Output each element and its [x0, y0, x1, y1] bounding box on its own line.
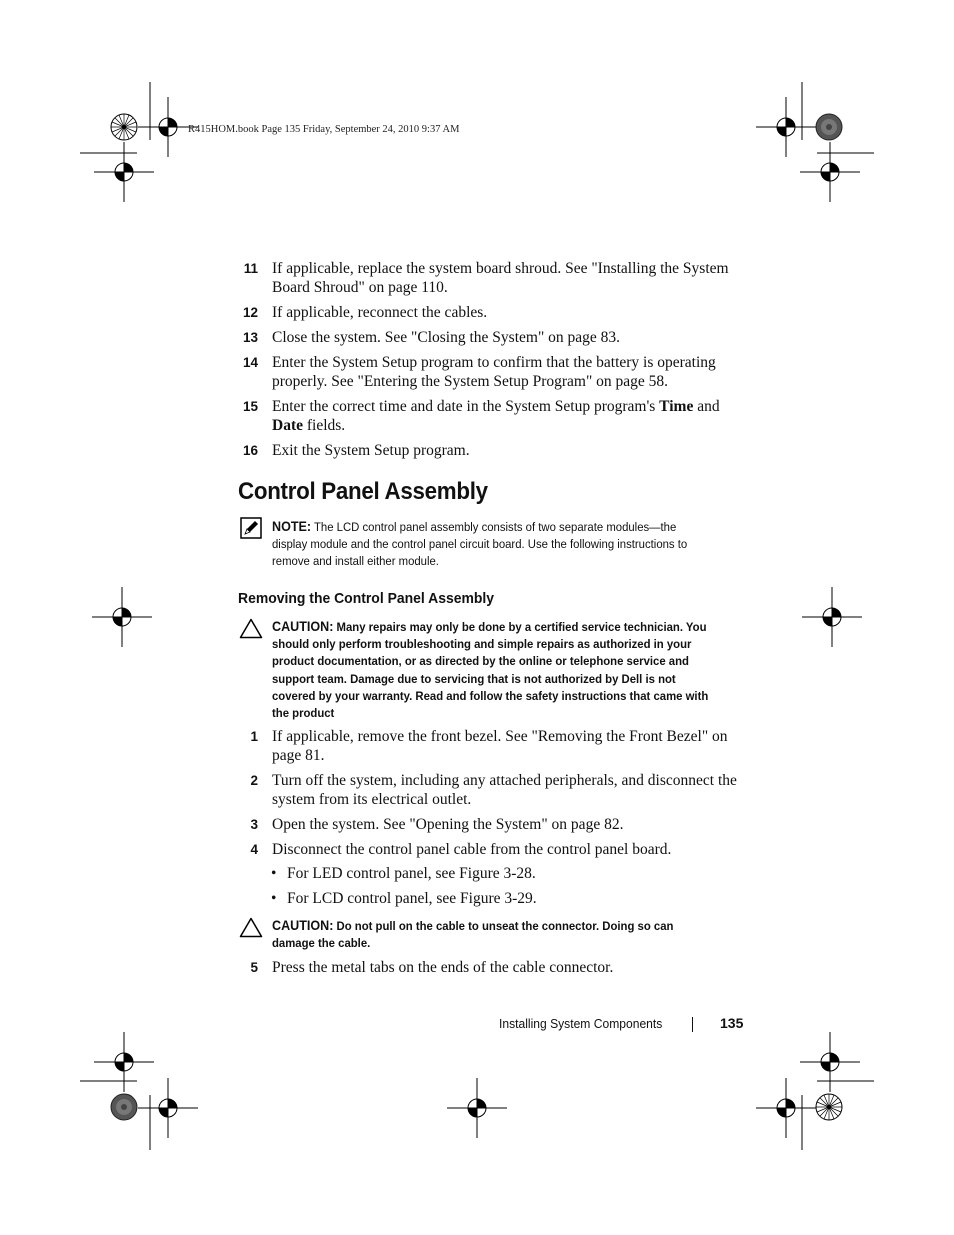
step-text: Turn off the system, including any attached peripherals, and disconnect the system from its electrical outlet.	[272, 772, 737, 808]
caution-text: Many repairs may only be done by a certified service technician. You should only perform troubleshooting and simple repairs as authorized in your product documentation, or as directed by the online or telephone service and support team. Damage due to servicing that is not authorized by Dell is not covered by your warranty. Read and follow the safety instructions that came with the product	[272, 620, 709, 721]
step-text: If applicable, reconnect the cables.	[272, 304, 488, 321]
caution-label: CAUTION:	[272, 619, 334, 634]
caution-triangle-icon	[239, 917, 263, 938]
step-number: 4	[250, 842, 258, 857]
list-item	[238, 303, 738, 322]
step-text: Enter the correct time and date in the System Setup program's Time and Date fields.	[272, 398, 720, 434]
caution-block	[272, 917, 709, 952]
list-item	[238, 441, 738, 460]
section-title: Control Panel Assembly	[238, 478, 488, 505]
bullet-text: For LED control panel, see Figure 3-28.	[287, 865, 536, 882]
caution-block	[272, 618, 709, 722]
field-name-date: Date	[272, 417, 303, 434]
footer-divider	[692, 1017, 693, 1032]
step-text: Enter the System Setup program to confirm that the battery is operating properly. See "Entering the System Setup Program" on page 58.	[272, 354, 716, 390]
bullet-item	[271, 864, 536, 883]
note-pencil-icon	[240, 517, 262, 539]
list-item	[238, 259, 738, 297]
page-number: 135	[720, 1015, 744, 1031]
note-label: NOTE:	[272, 519, 312, 534]
list-item	[238, 397, 738, 435]
step-number: 12	[242, 305, 258, 320]
list-item	[238, 727, 738, 765]
caution-triangle-icon	[239, 618, 263, 639]
list-item	[238, 353, 738, 391]
step-text: Exit the System Setup program.	[272, 442, 470, 459]
bullet-dot: •	[271, 865, 277, 882]
bullet-text: For LCD control panel, see Figure 3-29.	[287, 890, 537, 907]
step-text: Disconnect the control panel cable from the control panel board.	[272, 841, 672, 858]
step-number: 11	[243, 261, 258, 276]
note-block	[272, 518, 709, 571]
note-text: The LCD control panel assembly consists of two separate modules—the display module and the control panel circuit board. Use the following instructions to remove and install either module.	[272, 520, 688, 569]
step-text: Close the system. See "Closing the System" on page 83.	[272, 329, 621, 346]
step-number: 16	[242, 443, 258, 458]
step-number: 2	[250, 773, 258, 788]
list-item	[238, 328, 738, 347]
step-number: 15	[242, 399, 258, 414]
step-number: 5	[250, 960, 258, 975]
step-text: If applicable, remove the front bezel. See "Removing the Front Bezel" on page 81.	[272, 728, 728, 764]
list-item	[238, 771, 738, 809]
print-slug: R415HOM.book Page 135 Friday, September 24, 2010 9:37 AM	[188, 124, 460, 135]
list-item	[238, 815, 738, 834]
bullet-item	[271, 889, 537, 908]
list-item	[238, 958, 738, 977]
step-number: 14	[242, 355, 258, 370]
field-name-time: Time	[659, 398, 694, 415]
bullet-dot: •	[271, 890, 277, 907]
list-item	[238, 840, 738, 859]
step-text: Press the metal tabs on the ends of the cable connector.	[272, 959, 614, 976]
subsection-title: Removing the Control Panel Assembly	[238, 590, 495, 607]
step-number: 3	[250, 817, 258, 832]
step-number: 1	[250, 729, 258, 744]
step-text: Open the system. See "Opening the System" on page 82.	[272, 816, 624, 833]
footer-section-name: Installing System Components	[499, 1016, 663, 1031]
step-text: If applicable, replace the system board shroud. See "Installing the System Board Shroud" on page 110.	[272, 260, 729, 296]
step-number: 13	[242, 330, 258, 345]
caution-label: CAUTION:	[272, 918, 334, 933]
caution-text: Do not pull on the cable to unseat the connector. Doing so can damage the cable.	[272, 919, 674, 951]
